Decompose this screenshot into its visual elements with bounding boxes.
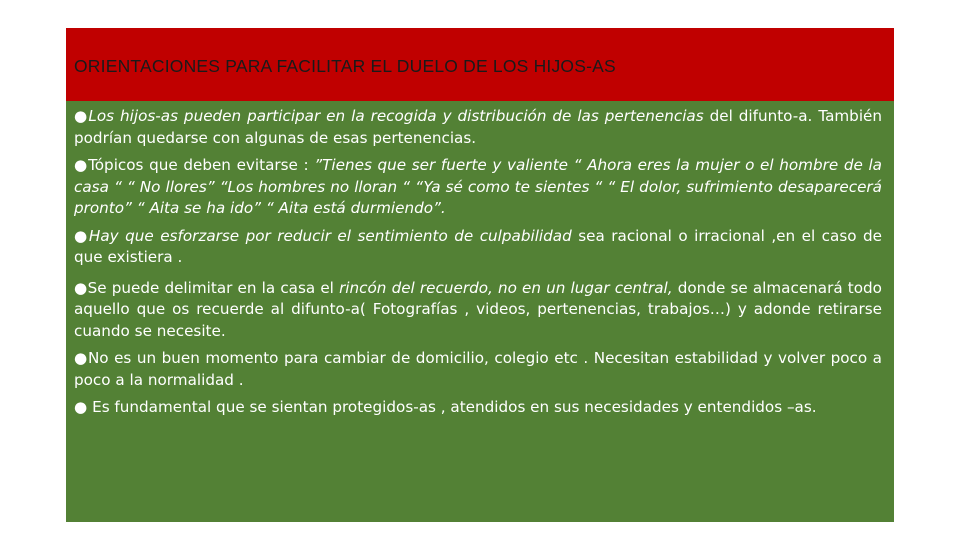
paragraph-2-text: Tópicos que deben evitarse : [88, 156, 315, 174]
paragraph-3-italic: Hay que esforzarse por reducir el sentimiento de culpabilidad [88, 226, 572, 245]
paragraph-5 [74, 348, 882, 391]
bullet-icon: ● [74, 398, 88, 416]
title-bar [66, 28, 894, 101]
paragraph-1-italic: Los hijos-as pueden participar en la recogida y distribución de las pertenencias [88, 107, 704, 125]
paragraph-6 [74, 397, 882, 419]
paragraph-6-text: Es fundamental que se sientan protegidos-as , atendidos en sus necesidades y entendidos –as. [87, 398, 817, 416]
paragraph-4 [74, 278, 882, 343]
paragraph-1-text: del difunto-a. También podrían quedarse con algunas de esas pertenencias. [74, 107, 883, 147]
paragraph-5-text: No es un buen momento para cambiar de domicilio, colegio etc . Necesitan estabilidad y volver poco a poco a la normalidad . [74, 349, 882, 389]
content-box [66, 101, 894, 522]
bullet-icon: ● [74, 107, 89, 125]
paragraph-3 [74, 226, 882, 269]
slide-title: ORIENTACIONES PARA FACILITAR EL DUELO DE LOS HIJOS-AS [74, 56, 616, 76]
paragraph-2-italic: ”Tienes que ser fuerte y valiente “ Ahora eres la mujer o el hombre de la casa “ “ No llores” “Los hombres no lloran “ “Ya sé como te sientes “ “ El dolor, sufrimiento desaparecerá pronto” “ Aita se ha ido” “ Aita está durmiendo”. [74, 156, 882, 217]
paragraph-2 [74, 155, 882, 220]
paragraph-1 [74, 106, 882, 149]
paragraph-4-lead: Se puede delimitar en la casa el [87, 278, 340, 297]
paragraph-4-italic: rincón del recuerdo, no en un lugar central, [339, 278, 673, 297]
paragraph-4-text: donde se almacenará todo aquello que os recuerde al difunto-a( Fotografías , videos, pertenencias, trabajos…) y adonde retirarse cuando se necesite. [74, 278, 882, 340]
bullet-icon: ● [74, 349, 88, 367]
bullet-icon: ● [74, 226, 89, 245]
paragraph-3-text: sea racional o irracional ,en el caso de que existiera . [74, 226, 883, 266]
bullet-icon: ● [74, 156, 89, 174]
bullet-icon: ● [74, 278, 88, 297]
